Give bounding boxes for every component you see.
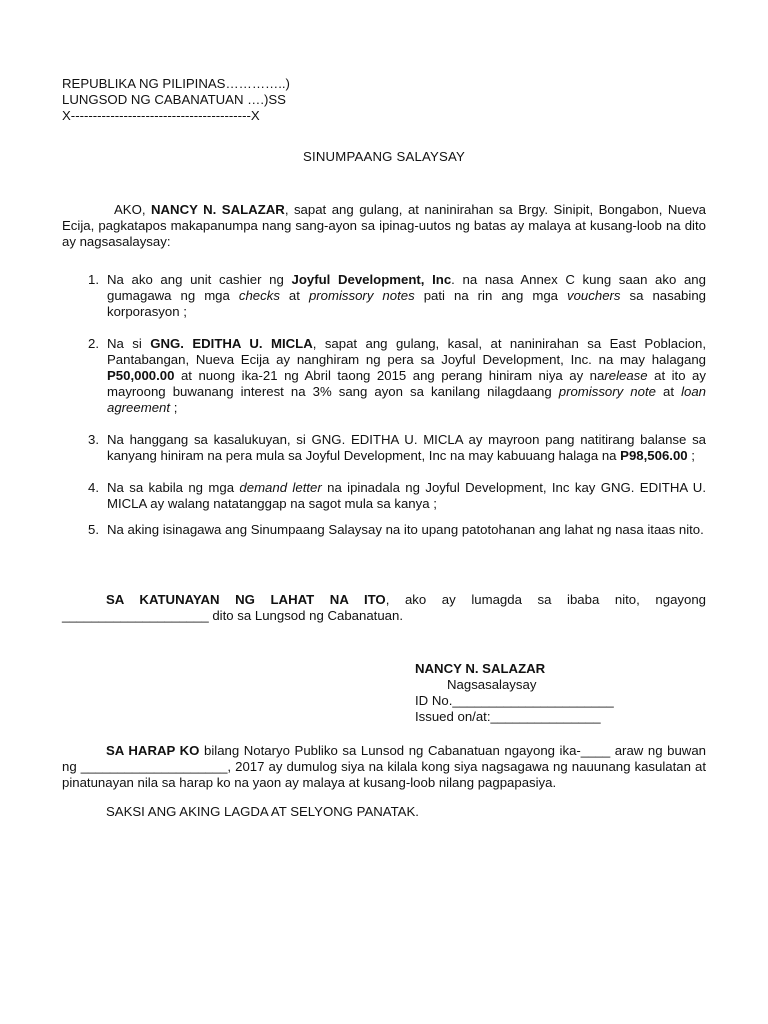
notary-rest: bilang Notaryo Publiko sa Lunsod ng Cabanatuan ngayong ika-____ araw ng buwan ng ____________________, 2017 ay dumulog siya na kilala kong siya nagsagawa ng nauunang kasulatan at pinatunayan nila sa harap ko na yaon ay malaya at kusang-loob nilang pagpapasiya.: [62, 743, 706, 790]
notary-paragraph: [62, 743, 706, 791]
item-text: Na aking isinagawa ang Sinumpaang Salaysay na ito upang patotohanan ang lahat ng nasa itaas nito.: [107, 522, 704, 537]
item-text: at nuong ika-21 ng Abril taong 2015 ang perang hiniram niya ay na: [174, 368, 605, 383]
intro-paragraph: [62, 202, 706, 250]
notary-attestation: SAKSI ANG AKING LAGDA AT SELYONG PANATAK.: [106, 804, 419, 819]
item-emphasis: vouchers: [567, 288, 621, 303]
item-text: . na nasa Annex C kung saan ako ang gumagawa ng mga: [107, 272, 706, 303]
item-text: Na sa kabila ng mga: [107, 480, 240, 495]
item-emphasis: release: [604, 368, 648, 383]
item-text: , sapat ang gulang, kasal, at naninirahan sa East Poblacion, Pantabangan, Nueva Ecija ay nanghiram ng pera sa Joyful Development, Inc. na may halagang: [107, 336, 707, 367]
item-text: Na si: [107, 336, 151, 351]
item-text: at ito ay mayroong buwanang interest na 3% sang ayon sa kanilang nilagdaang: [107, 368, 706, 399]
company-name: Joyful Development, Inc: [291, 272, 452, 287]
item-text: at: [279, 288, 309, 303]
statement-list: [62, 272, 706, 538]
item-text: sa nasabing korporasyon ;: [107, 288, 706, 319]
item-emphasis: loan agreement: [107, 384, 706, 415]
item-emphasis: promissory note: [558, 384, 656, 399]
affiant-name: NANCY N. SALAZAR: [151, 202, 285, 217]
intro-lead: AKO,: [114, 202, 151, 217]
caption-line-republika: REPUBLIKA NG PILIPINAS…………..): [62, 76, 290, 91]
item-number: 2.: [88, 336, 99, 351]
caption-line-separator: X-----------------------------------------X: [62, 108, 260, 123]
document-title: SINUMPAANG SALAYSAY: [302, 149, 466, 164]
issued-on-line: Issued on/at:_______________: [415, 709, 601, 724]
statement-item-1: [62, 272, 706, 320]
witness-paragraph: [62, 592, 706, 624]
balance-amount: P98,506.00: [620, 448, 688, 463]
document-caption: [62, 76, 462, 124]
item-text: pati na rin ang mga: [414, 288, 567, 303]
item-text: Na ako ang unit cashier ng: [107, 272, 292, 287]
statement-item-2: [62, 336, 706, 416]
witness-heading: SA KATUNAYAN NG LAHAT NA ITO: [106, 592, 386, 607]
item-emphasis: demand letter: [239, 480, 322, 495]
debtor-name: GNG. EDITHA U. MICLA: [150, 336, 313, 351]
intro-rest: , sapat ang gulang, at naninirahan sa Brgy. Sinipit, Bongabon, Nueva Ecija, pagkatapos makapanumpa nang sang-ayon sa ipinag-uutos ng batas ay malaya at kusang-loob na dito ay nagsasalaysay:: [62, 202, 706, 249]
signatory-name: NANCY N. SALAZAR: [415, 661, 546, 676]
item-number: 3.: [88, 432, 99, 447]
item-text: at: [655, 384, 682, 399]
item-number: 1.: [88, 272, 99, 287]
item-text: Na hanggang sa kasalukuyan, si GNG. EDITHA U. MICLA ay mayroon pang natitirang balanse sa kanyang hiniram na pera mula sa Joyful Development, Inc na may kabuuang halaga na: [107, 432, 706, 463]
id-number-line: ID No.______________________: [415, 693, 614, 708]
loan-amount: P50,000.00: [107, 368, 175, 383]
item-number: 4.: [88, 480, 99, 495]
item-number: 5.: [88, 522, 99, 537]
statement-item-5: [62, 522, 706, 538]
item-emphasis: checks: [238, 288, 280, 303]
witness-rest: , ako ay lumagda sa ibaba nito, ngayong ____________________ dito sa Lungsod ng Cabanatuan.: [62, 592, 706, 623]
signatory-role: Nagsasalaysay: [447, 677, 537, 692]
notary-heading: SA HARAP KO: [106, 743, 200, 758]
item-text: na ipinadala ng Joyful Development, Inc kay GNG. EDITHA U. MICLA ay walang natatanggap na sagot mula sa kanya ;: [107, 480, 706, 511]
signature-block: [415, 661, 675, 725]
item-text: ;: [687, 448, 695, 463]
item-emphasis: promissory notes: [308, 288, 415, 303]
item-text: ;: [170, 400, 178, 415]
statement-item-3: [62, 432, 706, 464]
statement-item-4: [62, 480, 706, 512]
caption-line-lungsod: LUNGSOD NG CABANATUAN ….)SS: [62, 92, 286, 107]
